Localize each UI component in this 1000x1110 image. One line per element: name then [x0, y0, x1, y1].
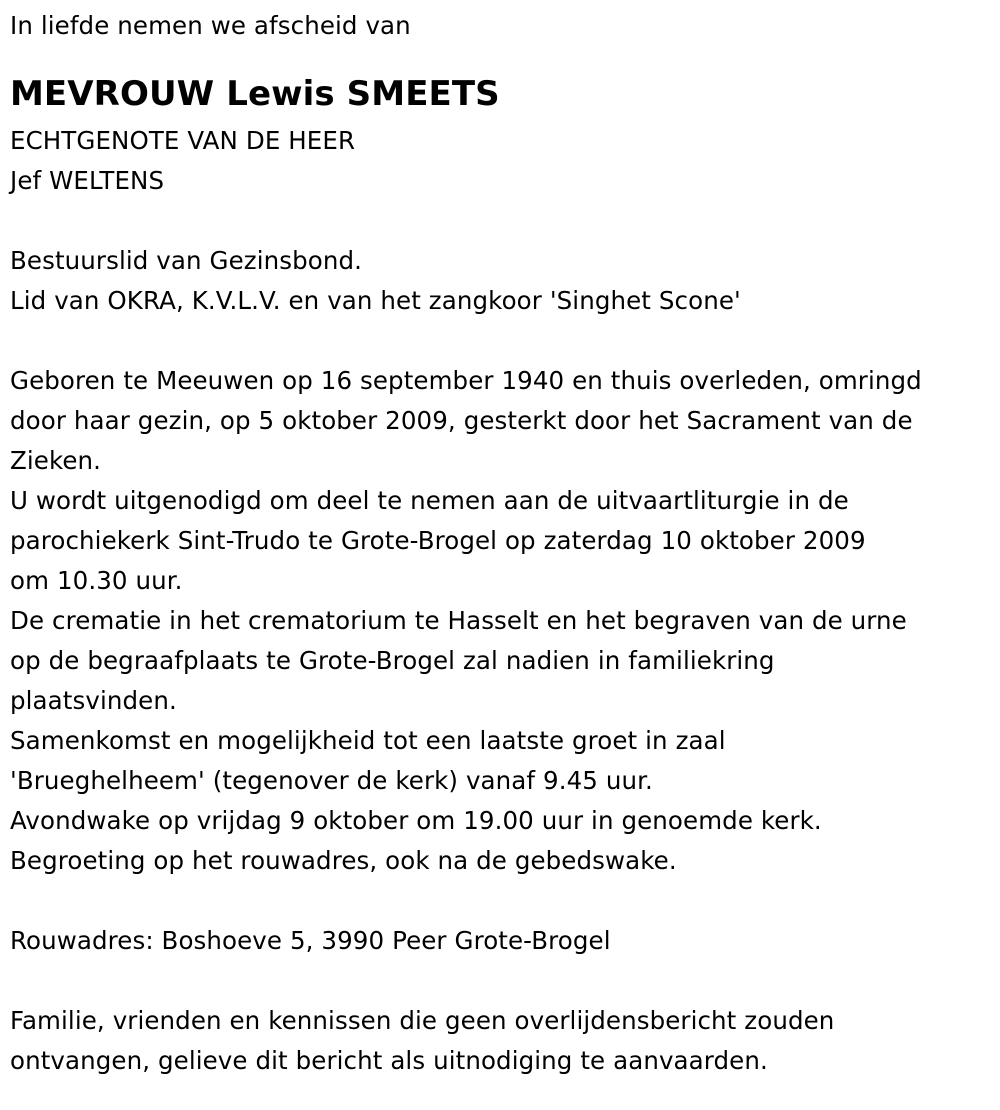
details-line: Begroeting op het rouwadres, ook na de gebedswake. — [10, 846, 677, 875]
spacer — [10, 321, 1000, 361]
details-line: plaatsvinden. — [10, 686, 177, 715]
closing-text — [10, 1001, 1000, 1081]
mourning-address: Rouwadres: Boshoeve 5, 3990 Peer Grote-Brogel — [10, 926, 611, 955]
spouse-label: ECHTGENOTE VAN DE HEER — [10, 126, 356, 155]
details-line: U wordt uitgenodigd om deel te nemen aan de uitvaartliturgie in de — [10, 486, 849, 515]
membership-line: Bestuurslid van Gezinsbond. — [10, 246, 363, 275]
intro-text: In liefde nemen we afscheid van — [10, 11, 411, 40]
details-line: om 10.30 uur. — [10, 566, 183, 595]
spacer — [10, 881, 1000, 921]
spacer — [10, 961, 1000, 1001]
details-line: door haar gezin, op 5 oktober 2009, gesterkt door het Sacrament van de — [10, 406, 913, 435]
details-line: op de begraafplaats te Grote-Brogel zal nadien in familiekring — [10, 646, 775, 675]
deceased-name: MEVROUW Lewis SMEETS — [10, 74, 500, 114]
spouse-name: Jef WELTENS — [10, 166, 165, 195]
spacer — [10, 201, 1000, 241]
membership-line: Lid van OKRA, K.V.L.V. en van het zangkoor 'Singhet Scone' — [10, 286, 741, 315]
funeral-details — [10, 361, 1000, 881]
closing-line: ontvangen, gelieve dit bericht als uitnodiging te aanvaarden. — [10, 1046, 768, 1075]
details-line: Geboren te Meeuwen op 16 september 1940 en thuis overleden, omringd — [10, 366, 922, 395]
details-line: Zieken. — [10, 446, 102, 475]
details-line: parochiekerk Sint-Trudo te Grote-Brogel op zaterdag 10 oktober 2009 — [10, 526, 866, 555]
memberships — [10, 241, 1000, 321]
closing-line: Familie, vrienden en kennissen die geen overlijdensbericht zouden — [10, 1006, 835, 1035]
details-line: De crematie in het crematorium te Hasselt en het begraven van de urne — [10, 606, 907, 635]
details-line: Samenkomst en mogelijkheid tot een laatste groet in zaal — [10, 726, 726, 755]
details-line: 'Brueghelheem' (tegenover de kerk) vanaf 9.45 uur. — [10, 766, 653, 795]
details-line: Avondwake op vrijdag 9 oktober om 19.00 uur in genoemde kerk. — [10, 806, 822, 835]
